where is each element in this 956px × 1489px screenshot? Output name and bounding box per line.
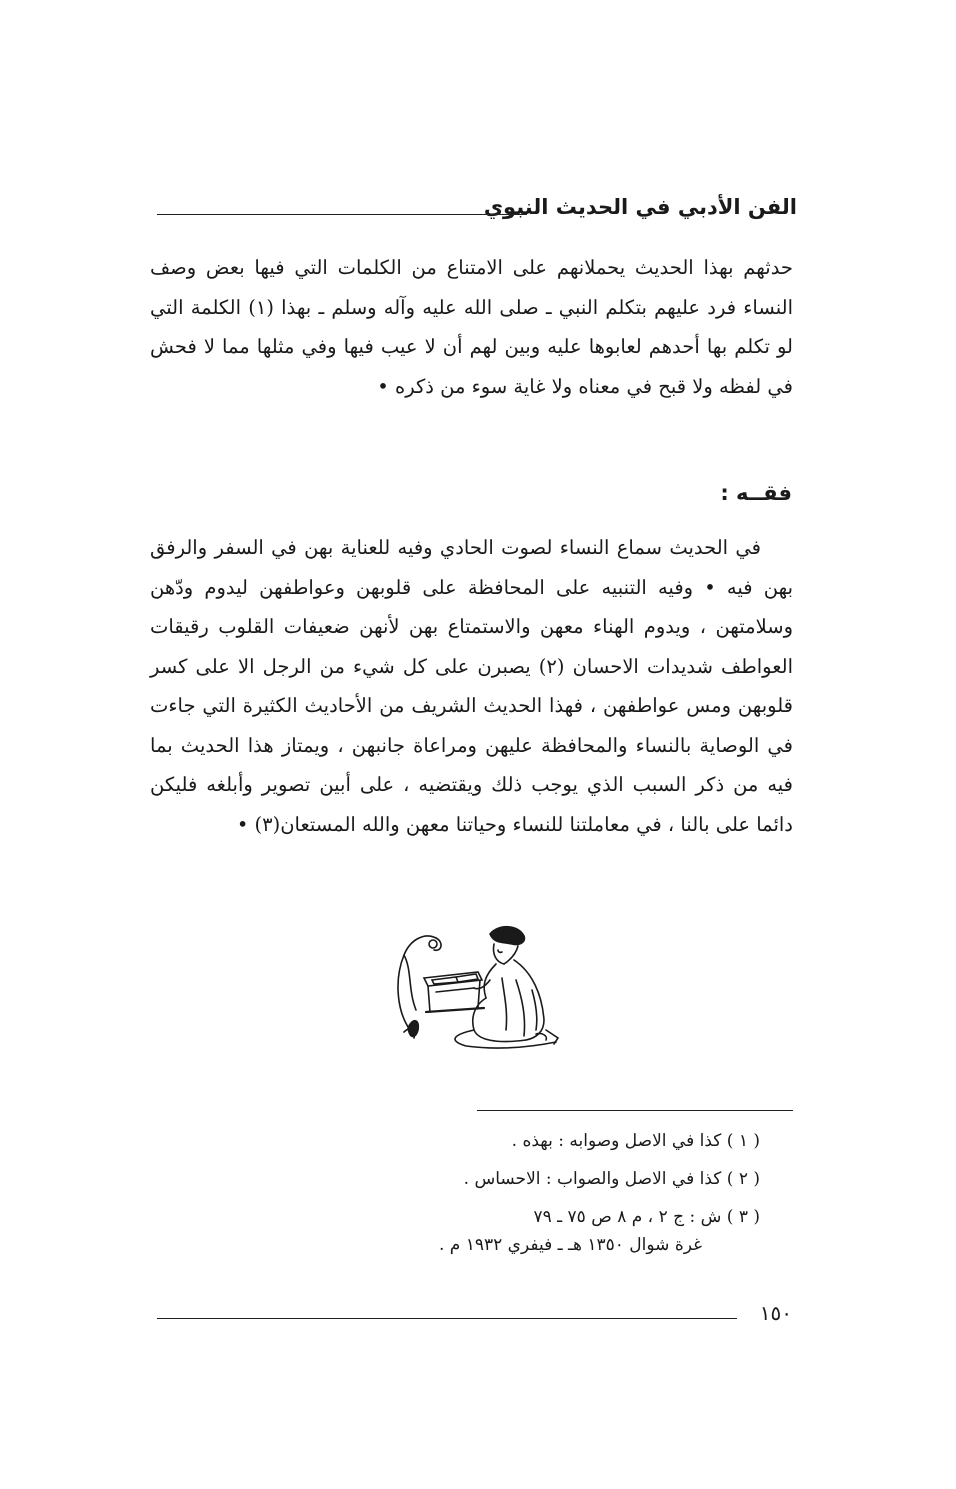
paragraph-2: في الحديث سماع النساء لصوت الحادي وفيه للعناية بهن في السفر والرفق بهن فيه • وفيه التنبيه على المحافظة على قلوبهن وعواطفهن ليدوم ودّهن وسلامتهن ، ويدوم الهناء معهن والاستمتاع بهن لأنهن ضعيفات القلوب رقيقات العواطف شديدات الاحسان (٢) يصبرن على كل شيء من الرجل الا على كسر قلوبهن ومس عواطفهن ، فهذا الحديث الشريف من الأحاديث الكثيرة التي جاءت في الوصاية بالنساء والمحافظة عليهن ومراعاة جانبهن ، ويمتاز هذا الحديث بما فيه من ذكر السبب الذي يوجب ذلك ويقتضيه ، على أبين تصوير وأبلغه فليكن دائما على بالنا ، في معاملتنا للنساء وحياتنا معهن والله المستعان(٣) • (150, 536, 794, 836)
scholar-reading-illustration (386, 920, 564, 1055)
footer-rule (157, 1318, 737, 1319)
footnote-2: ( ٢ ) كذا في الاصل والصواب : الاحساس . (463, 1169, 760, 1189)
paragraph-1: حدثهم بهذا الحديث يحملانهم على الامتناع من الكلمات التي فيها بعض وصف النساء فرد عليهم بتكلم النبي ـ صلى الله عليه وآله وسلم ـ بهذا (١) الكلمة التي لو تكلم بها أحدهم لعابوها عليه وبين لهم أن لا عيب فيها وفي مثلها مما لا فحش في لفظه ولا قبح في معناه ولا غاية سوء من ذكره • (150, 256, 793, 398)
page-number: ١٥٠ (759, 1301, 792, 1325)
footnote-1: ( ١ ) كذا في الاصل وصوابه : بهذه . (511, 1131, 760, 1151)
footnote-rule (477, 1110, 793, 1111)
section-title: فقــه : (720, 481, 792, 505)
header-title: الفن الأدبي في الحديث النبوي (483, 195, 797, 219)
header-rule (157, 214, 527, 215)
footnote-3: ( ٣ ) ش : ج ٢ ، م ٨ ص ٧٥ ـ ٧٩ (533, 1207, 760, 1227)
running-header (157, 192, 797, 226)
footnote-3-continuation: غرة شوال ١٣٥٠ هـ ـ فيفري ١٩٣٢ م . (439, 1235, 702, 1255)
footnotes (300, 1122, 760, 1264)
